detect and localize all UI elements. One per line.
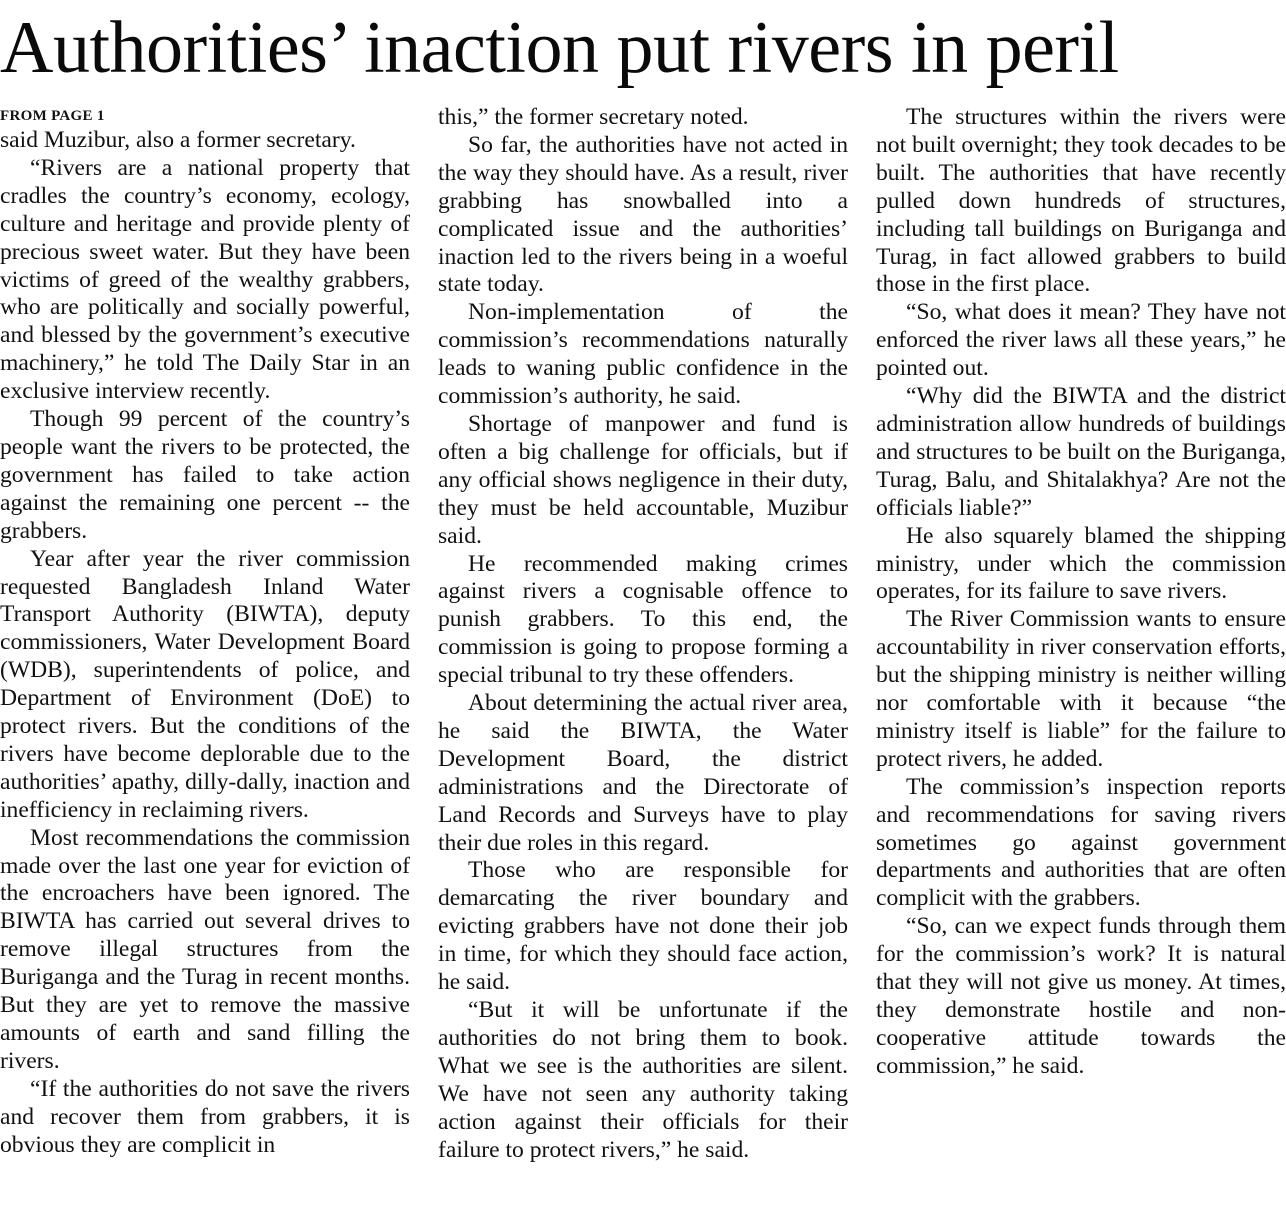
paragraph: The River Commission wants to ensure accountability in river conservation efforts, but the shipping ministry is neither willing nor comfortable with it because “the ministry itself is liable” for the failure to protect rivers, he added. bbox=[876, 606, 1286, 772]
column-2 bbox=[438, 104, 848, 1216]
paragraph: Most recommendations the commission made over the last one year for eviction of the encroachers have been ignored. The BIWTA has carried out several drives to remove illegal structures from the Buriganga and the Turag in recent months. But they are yet to remove the massive amounts of earth and sand filling the rivers. bbox=[0, 824, 410, 1074]
paragraph: “So, what does it mean? They have not enforced the river laws all these years,” he pointed out. bbox=[876, 299, 1286, 382]
column-1 bbox=[0, 104, 410, 1216]
paragraph: said Muzibur, also a former secretary. bbox=[0, 127, 356, 153]
paragraph: Year after year the river commission requested Bangladesh Inland Water Transport Authority (BIWTA), deputy commissioners, Water Development Board (WDB), superintendents of police, and Department of Environment (DoE) to protect rivers. But the conditions of the rivers have become deplorable due to the authorities’ apathy, dilly-dally, inaction and inefficiency in reclaiming rivers. bbox=[0, 545, 410, 823]
headline: Authorities’ inaction put rivers in peril bbox=[0, 7, 1119, 89]
paragraph: So far, the authorities have not acted in the way they should have. As a result, river grabbing has snowballed into a complicated issue and the authorities’ inaction led to the rivers being in a woeful state today. bbox=[438, 131, 848, 298]
jump-line: FROM PAGE 1 bbox=[0, 108, 105, 124]
paragraph: this,” the former secretary noted. bbox=[438, 104, 749, 130]
paragraph: “But it will be unfortunate if the authorities do not bring them to book. What we see is the authorities are silent. We have not seen any authority taking action against their officials for their failure to protect rivers,” he said. bbox=[438, 997, 848, 1163]
paragraph: “So, can we expect funds through them for the commission’s work? It is natural that they will not give us money. At times, they demonstrate hostile and non-cooperative attitude towards the commission,” he said. bbox=[876, 913, 1286, 1079]
paragraph: Those who are responsible for demarcating the river boundary and evicting grabbers have not done their job in time, for which they should face action, he said. bbox=[438, 857, 848, 996]
paragraph: Though 99 percent of the country’s people want the rivers to be protected, the government has failed to take action against the remaining one percent -- the grabbers. bbox=[0, 406, 410, 544]
paragraph: Non-implementation of the commission’s recommendations naturally leads to waning public confidence in the commission’s authority, he said. bbox=[438, 299, 848, 410]
column-3 bbox=[876, 104, 1286, 1216]
paragraph: Shortage of manpower and fund is often a big challenge for officials, but if any official shows negligence in their duty, they must be held accountable, Muzibur said. bbox=[438, 410, 848, 549]
paragraph: He recommended making crimes against rivers a cognisable offence to punish grabbers. To this end, the commission is going to propose forming a special tribunal to try these offenders. bbox=[438, 550, 848, 689]
paragraph: The structures within the rivers were not built overnight; they took decades to be built. The authorities that have recently pulled down hundreds of structures, including tall buildings on Buriganga and Turag, in fact allowed grabbers to build those in the first place. bbox=[876, 104, 1286, 298]
article-body bbox=[0, 104, 1286, 1216]
paragraph: “If the authorities do not save the rivers and recover them from grabbers, it is obvious they are complicit in bbox=[0, 1075, 410, 1158]
paragraph: He also squarely blamed the shipping ministry, under which the commission operates, for its failure to save rivers. bbox=[876, 522, 1286, 605]
paragraph: The commission’s inspection reports and recommendations for saving rivers sometimes go against government departments and authorities that are often complicit with the grabbers. bbox=[876, 773, 1286, 912]
paragraph: “Why did the BIWTA and the district administration allow hundreds of buildings and structures to be built on the Buriganga, Turag, Balu, and Shitalakhya? Are not the officials liable?” bbox=[876, 383, 1286, 521]
paragraph: “Rivers are a national property that cradles the country’s economy, ecology, culture and heritage and provide plenty of precious sweet water. But they have been victims of greed of the wealthy grabbers, who are politically and socially powerful, and blessed by the government’s executive machinery,” he told The Daily Star in an exclusive interview recently. bbox=[0, 154, 410, 405]
paragraph: About determining the actual river area, he said the BIWTA, the Water Development Board, the district administrations and the Directorate of Land Records and Surveys have to play their due roles in this regard. bbox=[438, 690, 848, 856]
